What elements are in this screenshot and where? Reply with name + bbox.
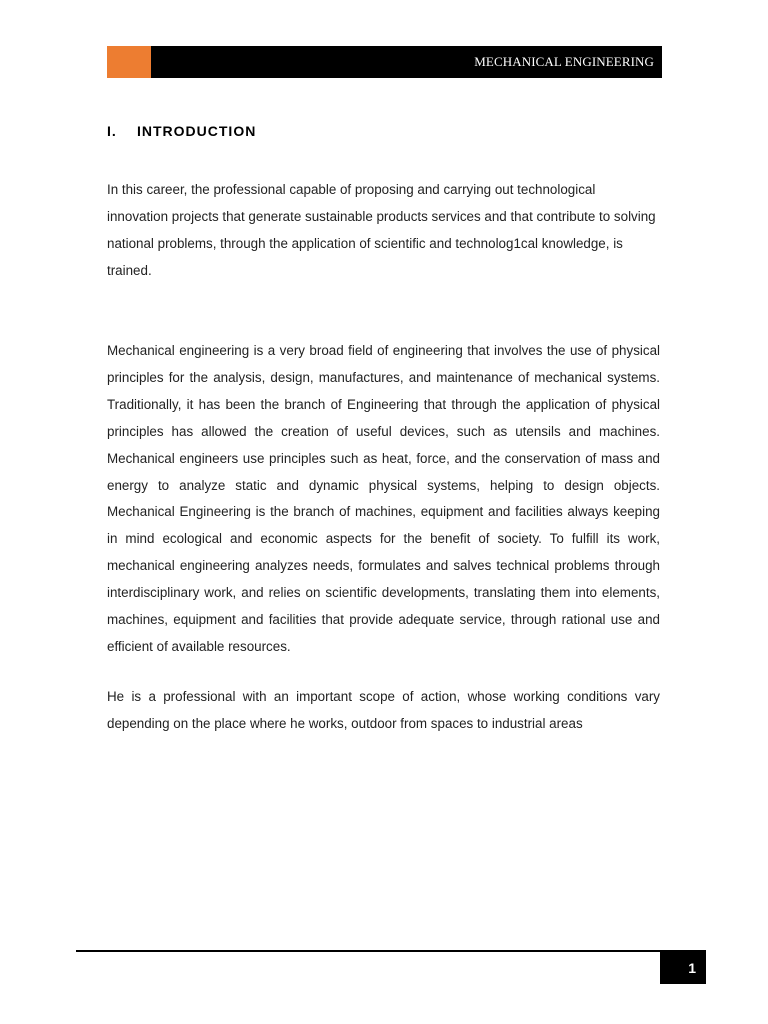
section-title: INTRODUCTION <box>137 123 257 139</box>
header-accent-block <box>107 46 151 78</box>
paragraph-scope: He is a professional with an important scope of action, whose working conditions vary depending on the place where he works, outdoor from spaces to industrial areas <box>107 689 660 731</box>
page-number: 1 <box>660 952 706 984</box>
header-title: MECHANICAL ENGINEERING <box>474 54 654 69</box>
header-bar <box>107 46 662 78</box>
footer-divider <box>76 950 706 952</box>
paragraph-definition: Mechanical engineering is a very broad field of engineering that involves the use of physical principles for the analysis, design, manufactures, and maintenance of mechanical systems. Traditionally, it has been the branch of Engineering that through the application of physical principles has allowed the creation of useful devices, such as utensils and machines. Mechanical engineers use principles such as heat, force, and the conservation of mass and energy to analyze static and dynamic physical systems, helping to design objects. Mechanical Engineering is the branch of machines, equipment and facilities always keeping in mind ecological and economic aspects for the benefit of society. To fulfill its work, mechanical engineering analyzes needs, formulates and salves technical problems through interdisciplinary work, and relies on scientific developments, translating them into elements, machines, equipment and facilities that provide adequate service, through rational use and efficient of available resources. <box>107 343 660 654</box>
paragraph-intro: In this career, the professional capable of proposing and carrying out technological innovation projects that generate sustainable products services and that contribute to solving national problems, through the application of scientific and technolog1cal knowledge, is trained. <box>107 182 656 278</box>
section-heading <box>107 123 256 139</box>
section-number: I. <box>107 123 117 139</box>
